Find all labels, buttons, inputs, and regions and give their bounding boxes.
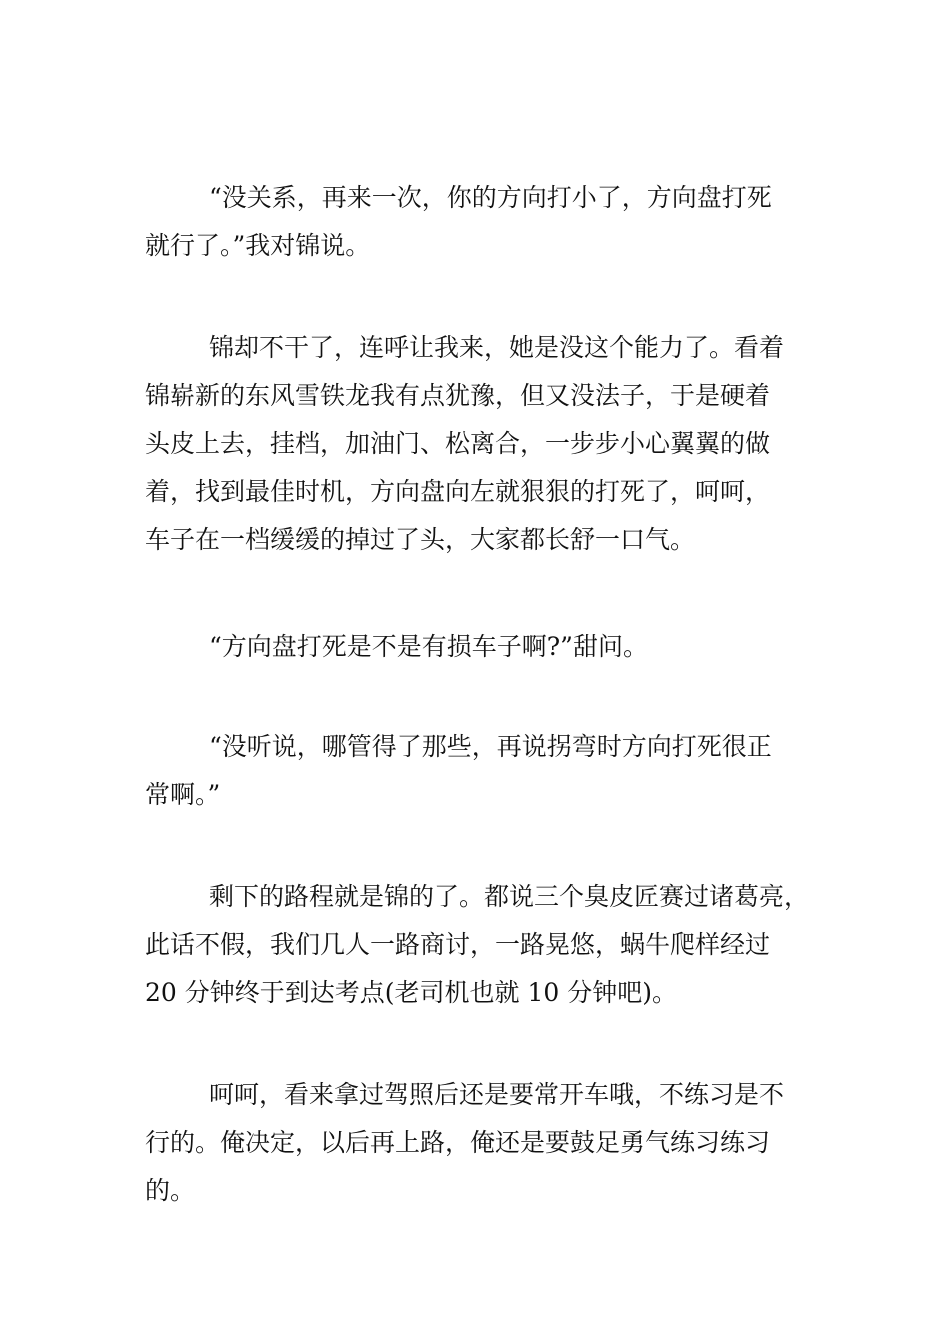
paragraph-6: [145, 1071, 825, 1215]
paragraph-1: [145, 174, 825, 270]
paragraph-line: 剩下的路程就是锦的了。都说三个臭皮匠赛过诸葛亮，: [209, 882, 810, 911]
paragraph-line: 着，找到最佳时机，方向盘向左就狠狠的打死了，呵呵，: [145, 477, 771, 506]
paragraph-5: [145, 873, 825, 1017]
paragraph-line: 锦崭新的东风雪铁龙我有点犹豫，但又没法子，于是硬着: [145, 381, 771, 410]
paragraph-line: 就行了。”我对锦说。: [145, 231, 371, 260]
paragraph-line: 的。: [145, 1176, 196, 1205]
paragraph-line: 行的。俺决定，以后再上路，俺还是要鼓足勇气练习练习: [145, 1128, 771, 1157]
paragraph-line: “没听说，哪管得了那些，再说拐弯时方向打死很正: [209, 732, 772, 761]
paragraph-line: 常啊。”: [145, 780, 221, 809]
paragraph-line: 锦却不干了，连呼让我来，她是没这个能力了。看着: [209, 333, 785, 362]
paragraph-line: 车子在一档缓缓的掉过了头，大家都长舒一口气。: [145, 525, 696, 554]
paragraph-line: 呵呵，看来拿过驾照后还是要常开车哦，不练习是不: [209, 1080, 785, 1109]
paragraph-line: 头皮上去，挂档，加油门、松离合，一步步小心翼翼的做: [145, 429, 771, 458]
paragraph-line: 20 分钟终于到达考点(老司机也就 10 分钟吧)。: [145, 978, 677, 1007]
paragraph-4: [145, 723, 825, 819]
paragraph-line: 此话不假，我们几人一路商讨，一路晃悠，蜗牛爬样经过: [145, 930, 771, 959]
paragraph-2: [145, 324, 825, 564]
paragraph-line: “没关系，再来一次，你的方向打小了，方向盘打死: [209, 183, 772, 212]
paragraph-line: “方向盘打死是不是有损车子啊?”甜问。: [209, 632, 648, 661]
paragraph-3: [145, 623, 825, 671]
